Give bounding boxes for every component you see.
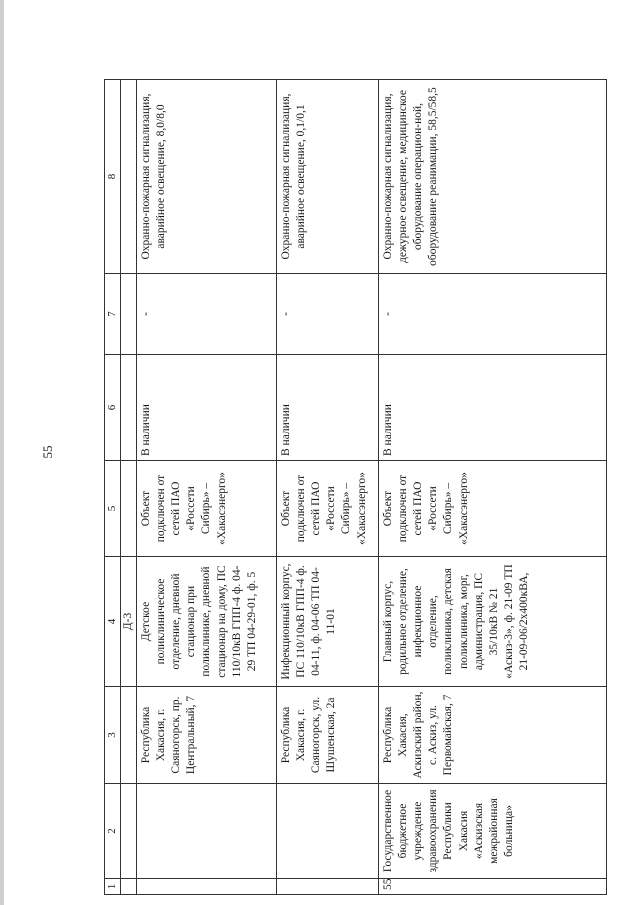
equipment-cell: Охранно-пожарная сигнализация, аварийное освещение, 8,0/8,0 bbox=[136, 80, 276, 274]
availability-cell: В наличии bbox=[378, 355, 606, 461]
row-number: 55 bbox=[378, 879, 606, 895]
organization-cell: Государственное бюджетное учреждение здравоохранения Республики Хакасия «Аскизская межрайонная больница» bbox=[378, 784, 606, 879]
row-number bbox=[276, 879, 378, 895]
table-row bbox=[276, 80, 378, 895]
header-row bbox=[105, 80, 121, 895]
col7-cell: - bbox=[276, 274, 378, 355]
subheader-row bbox=[120, 80, 136, 895]
organization-cell bbox=[136, 784, 276, 879]
table-row bbox=[136, 80, 276, 895]
address-cell: Республика Хакасия, г. Саяногорск, пр. Центральный, 7 bbox=[136, 687, 276, 784]
object-cell: Инфекционный корпус, ПС 110/10кВ ГПП-4 ф. 04-11, ф. 04-06 ТП 04-11-01 bbox=[276, 557, 378, 687]
equipment-cell: Охранно-пожарная сигнализация, дежурное освещение, медицинское оборудование операцион-ной, оборудование реанимации, 58,5/58,5 bbox=[378, 80, 606, 274]
facilities-table bbox=[104, 79, 607, 895]
address-cell: Республика Хакасия, Аскизский район, с. Аскиз, ул. Первомайская, 7 bbox=[378, 687, 606, 784]
table-row bbox=[378, 80, 606, 895]
object-cell: Главный корпус, родильное отделение, инфекционное отделение, поликлиника, детская поликлиника, морг, администрация, ПС 35/10кВ № 21 «Аскиз-3», ф. 21-09 ТП 21-09-06/2х400кВА, bbox=[378, 557, 606, 687]
header-col-7: 7 bbox=[105, 274, 121, 355]
rotated-table-sheet bbox=[104, 80, 607, 895]
connection-cell: Объект подключен от сетей ПАО «Россети Сибирь» – «Хакасэнерго» bbox=[136, 461, 276, 557]
header-col-4: 4 bbox=[105, 557, 121, 687]
address-cell: Республика Хакасия, г. Саяногорск, ул. Шушенская, 2а bbox=[276, 687, 378, 784]
row-number bbox=[136, 879, 276, 895]
scan-edge bbox=[0, 0, 4, 905]
page-number: 55 bbox=[40, 445, 55, 459]
connection-cell: Объект подключен от сетей ПАО «Россети Сибирь» – «Хакасэнерго» bbox=[378, 461, 606, 557]
availability-cell: В наличии bbox=[276, 355, 378, 461]
header-col-2: 2 bbox=[105, 784, 121, 879]
header-col-6: 6 bbox=[105, 355, 121, 461]
connection-cell: Объект подключен от сетей ПАО «Россети Сибирь» – «Хакасэнерго» bbox=[276, 461, 378, 557]
header-col-8: 8 bbox=[105, 80, 121, 274]
subheader-cell: Д-3 bbox=[120, 557, 136, 687]
organization-cell bbox=[276, 784, 378, 879]
equipment-cell: Охранно-пожарная сигнализация, аварийное освещение, 0,1/0,1 bbox=[276, 80, 378, 274]
col7-cell: - bbox=[136, 274, 276, 355]
object-cell: Детское поликлиническое отделение, дневной стационар при поликлинике, дневной стационар на дому, ПС 110/10кВ ГПП-4 ф. 04-29 ТП 04-29-01, ф. 5 bbox=[136, 557, 276, 687]
header-col-3: 3 bbox=[105, 687, 121, 784]
header-col-1: 1 bbox=[105, 879, 121, 895]
availability-cell: В наличии bbox=[136, 355, 276, 461]
col7-cell: - bbox=[378, 274, 606, 355]
header-col-5: 5 bbox=[105, 461, 121, 557]
